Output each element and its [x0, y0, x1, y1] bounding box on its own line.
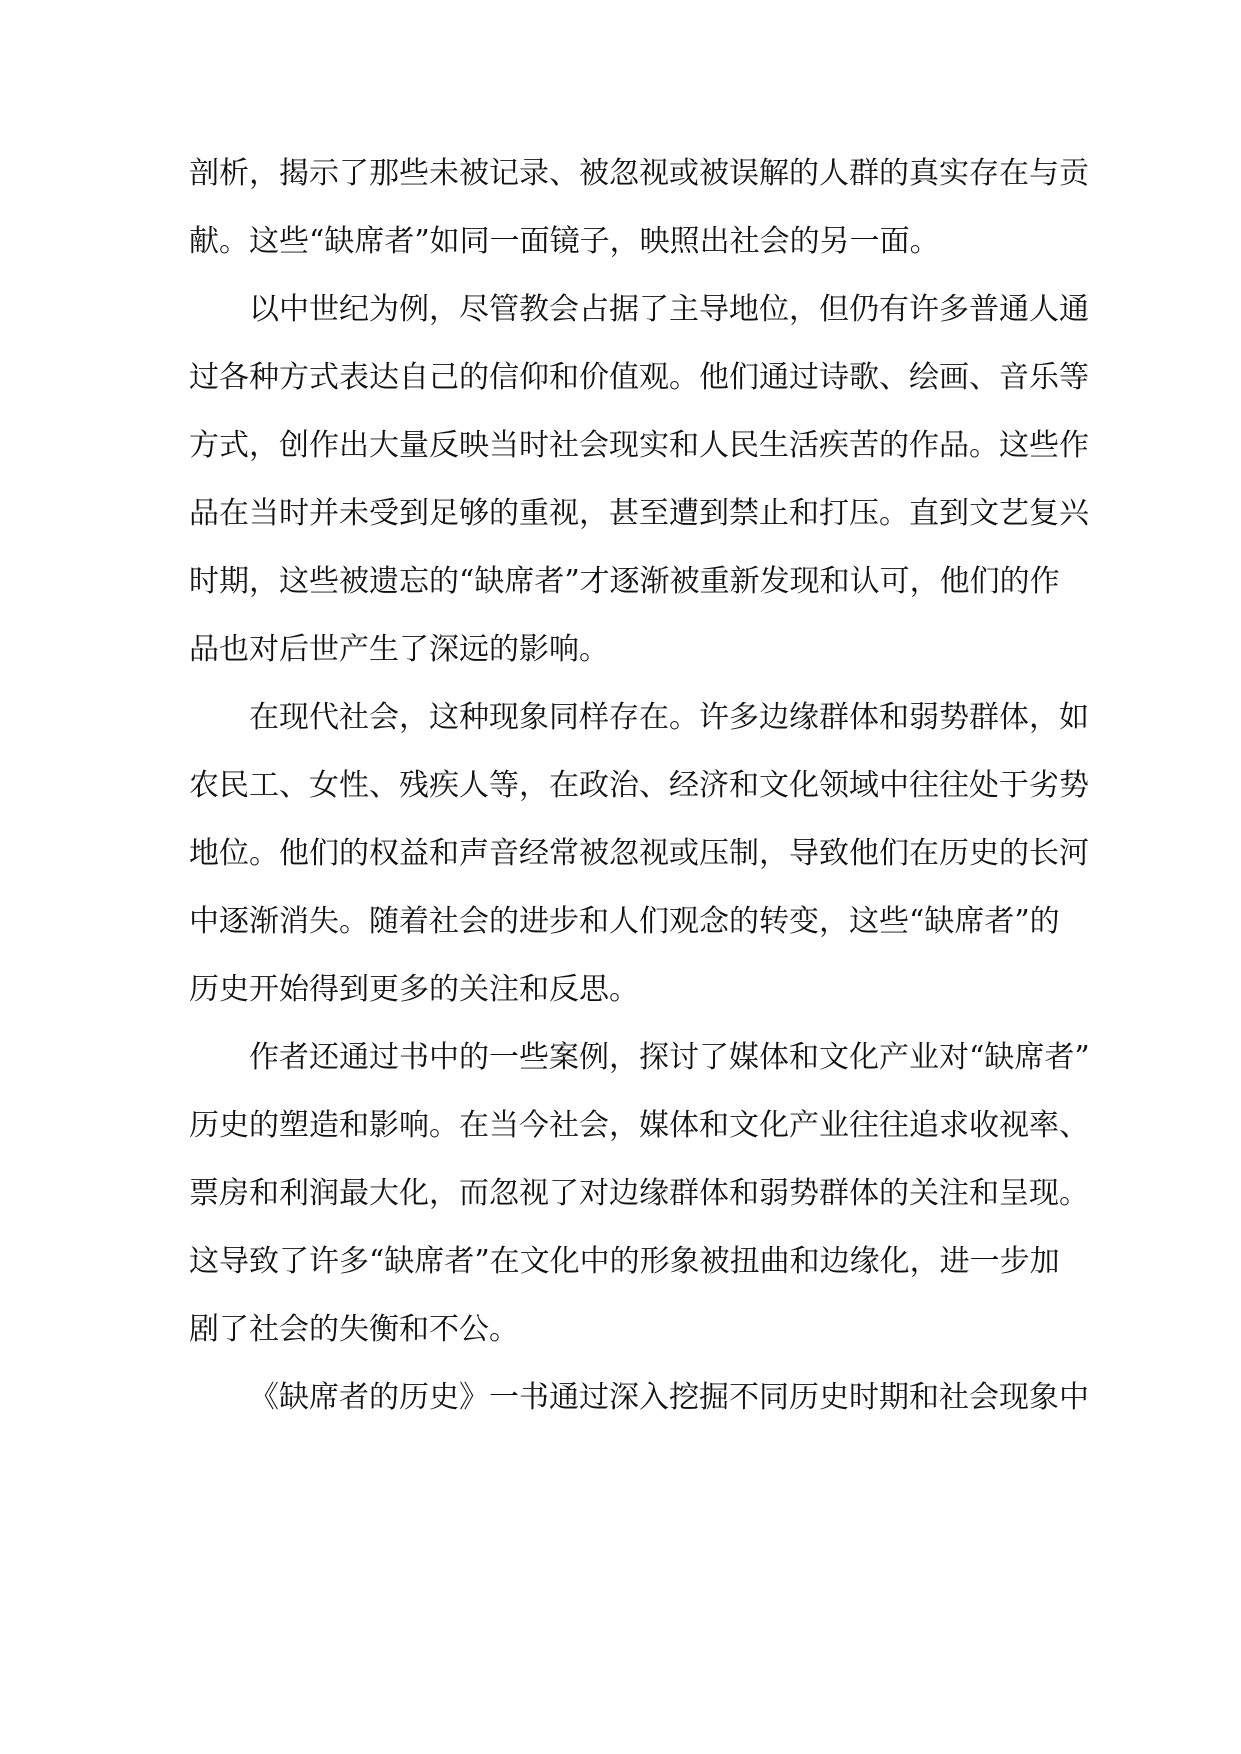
paragraph	[189, 1364, 1089, 1432]
text-line: 时期，这些被遗忘的“缺席者”才逐渐被重新发现和认可，他们的作	[189, 564, 1060, 599]
text-line: 品在当时并未受到足够的重视，甚至遭到禁止和打压。直到文艺复兴	[189, 496, 1089, 531]
text-line: 票房和利润最大化，而忽视了对边缘群体和弱势群体的关注和呈现。	[189, 1176, 1089, 1211]
text-line: 献。这些“缺席者”如同一面镜子，映照出社会的另一面。	[189, 224, 940, 259]
text-line: 农民工、女性、残疾人等，在政治、经济和文化领域中往往处于劣势	[189, 768, 1089, 803]
text-line: 地位。他们的权益和声音经常被忽视或压制，导致他们在历史的长河	[189, 836, 1089, 871]
text-line: 剖析，揭示了那些未被记录、被忽视或被误解的人群的真实存在与贡	[189, 156, 1089, 191]
text-line: 过各种方式表达自己的信仰和价值观。他们通过诗歌、绘画、音乐等	[189, 360, 1089, 395]
text-line: 历史开始得到更多的关注和反思。	[189, 972, 639, 1007]
paragraph	[189, 140, 1089, 276]
text-line: 以中世纪为例，尽管教会占据了主导地位，但仍有许多普通人通	[249, 292, 1089, 327]
text-line: 品也对后世产生了深远的影响。	[189, 632, 609, 667]
text-line: 方式，创作出大量反映当时社会现实和人民生活疾苦的作品。这些作	[189, 428, 1089, 463]
text-line: 这导致了许多“缺席者”在文化中的形象被扭曲和边缘化，进一步加	[189, 1244, 1060, 1279]
text-line: 作者还通过书中的一些案例，探讨了媒体和文化产业对“缺席者”	[249, 1040, 1090, 1075]
paragraph	[189, 684, 1089, 1024]
text-line: 《缺席者的历史》一书通过深入挖掘不同历史时期和社会现象中	[249, 1380, 1089, 1415]
paragraph	[189, 1024, 1090, 1364]
text-line: 历史的塑造和影响。在当今社会，媒体和文化产业往往追求收视率、	[189, 1108, 1089, 1143]
text-line: 中逐渐消失。随着社会的进步和人们观念的转变，这些“缺席者”的	[189, 904, 1060, 939]
text-line: 剧了社会的失衡和不公。	[189, 1312, 519, 1347]
body-text	[189, 140, 1090, 1432]
paragraph	[189, 276, 1089, 684]
text-line: 在现代社会，这种现象同样存在。许多边缘群体和弱势群体，如	[249, 700, 1089, 735]
